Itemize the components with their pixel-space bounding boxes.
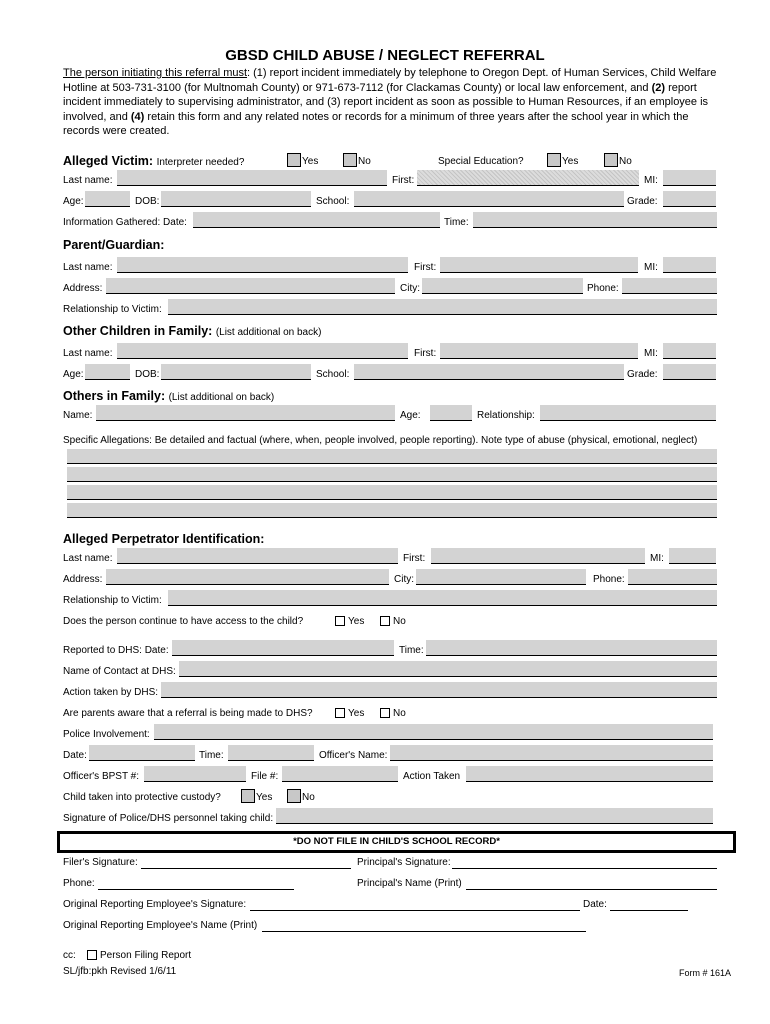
parent-mi-field[interactable] [663, 257, 716, 273]
police-involvement-field[interactable] [154, 724, 713, 740]
allegations-line-3[interactable] [67, 485, 717, 500]
orig-date-line[interactable] [610, 898, 688, 911]
intro-paragraph [63, 66, 723, 139]
victim-age-field[interactable] [85, 191, 130, 207]
aware-no-label: No [393, 708, 406, 719]
children-mi-field[interactable] [663, 343, 716, 359]
parent-mi-label: MI: [644, 262, 658, 273]
parent-relationship-field[interactable] [168, 299, 717, 315]
revision-note: SL/jfb:pkh Revised 1/6/11 [63, 966, 177, 977]
special-ed-no-label: No [619, 156, 632, 167]
access-no-label: No [393, 616, 406, 627]
footer-phone-line[interactable] [98, 877, 294, 890]
dhs-contact-label: Name of Contact at DHS: [63, 666, 176, 677]
police-involvement-label: Police Involvement: [63, 729, 150, 740]
perpetrator-heading: Alleged Perpetrator Identification: [63, 532, 265, 546]
access-yes-label: Yes [348, 616, 365, 627]
action-taken-field[interactable] [466, 766, 713, 782]
police-signature-field[interactable] [276, 808, 713, 824]
dhs-time-label: Time: [399, 645, 424, 656]
parent-first-field[interactable] [440, 257, 638, 273]
info-time-label: Time: [444, 217, 469, 228]
children-school-field[interactable] [354, 364, 624, 380]
victim-first-label: First: [392, 175, 415, 186]
others-name-label: Name: [63, 410, 93, 421]
officer-name-field[interactable] [390, 745, 713, 761]
perp-city-label: City: [394, 574, 414, 585]
parent-address-label: Address: [63, 283, 103, 294]
victim-grade-field[interactable] [663, 191, 716, 207]
info-time-field[interactable] [473, 212, 717, 228]
perp-relationship-field[interactable] [168, 590, 717, 606]
info-date-label: Information Gathered: Date: [63, 217, 187, 228]
perp-last-name-field[interactable] [117, 548, 398, 564]
interpreter-label: Interpreter needed? [156, 157, 245, 168]
dhs-action-label: Action taken by DHS: [63, 687, 159, 698]
custody-yes-checkbox[interactable] [241, 789, 255, 803]
principal-signature-label: Principal's Signature: [357, 857, 451, 868]
parent-city-label: City: [400, 283, 420, 294]
orig-signature-line[interactable] [250, 898, 580, 911]
principal-name-line[interactable] [466, 877, 717, 890]
perp-first-field[interactable] [431, 548, 645, 564]
intro-text-4: retain this form and any related notes or records for a minimum of three years after the school year in which the records were created. [63, 110, 689, 137]
custody-no-label: No [302, 792, 315, 803]
victim-mi-label: MI: [644, 175, 658, 186]
victim-last-name-label: Last name: [63, 175, 113, 186]
perp-last-name-label: Last name: [63, 553, 113, 564]
special-ed-no-checkbox[interactable] [604, 153, 618, 167]
others-relationship-field[interactable] [540, 405, 716, 421]
children-first-label: First: [414, 348, 437, 359]
perp-mi-field[interactable] [669, 548, 716, 564]
custody-label: Child taken into protective custody? [63, 792, 221, 803]
perp-relationship-label: Relationship to Victim: [63, 595, 162, 606]
children-grade-field[interactable] [663, 364, 716, 380]
perp-city-field[interactable] [416, 569, 586, 585]
orig-signature-label: Original Reporting Employee's Signature: [63, 899, 247, 910]
aware-no-checkbox[interactable] [380, 708, 390, 718]
children-dob-label: DOB: [135, 369, 160, 380]
allegations-line-4[interactable] [67, 503, 717, 518]
officer-name-label: Officer's Name: [319, 750, 388, 761]
victim-dob-field[interactable] [161, 191, 311, 207]
parent-city-field[interactable] [422, 278, 583, 294]
children-heading: Other Children in Family: (List additional on back) [63, 324, 322, 338]
children-grade-label: Grade: [627, 369, 658, 380]
parent-last-name-field[interactable] [117, 257, 408, 273]
children-age-label: Age: [63, 369, 84, 380]
dhs-time-field[interactable] [426, 640, 717, 656]
dhs-reported-label: Reported to DHS: Date: [63, 645, 169, 656]
filer-signature-line[interactable] [141, 856, 351, 869]
victim-dob-label: DOB: [135, 196, 160, 207]
principal-signature-line[interactable] [452, 856, 717, 869]
person-filing-checkbox[interactable] [87, 950, 97, 960]
perp-access-label: Does the person continue to have access to the child? [63, 616, 304, 627]
children-mi-label: MI: [644, 348, 658, 359]
police-time-field[interactable] [228, 745, 314, 761]
allegations-line-1[interactable] [67, 449, 717, 464]
others-relationship-label: Relationship: [477, 410, 535, 421]
special-ed-yes-label: Yes [562, 156, 579, 167]
access-yes-checkbox[interactable] [335, 616, 345, 626]
allegations-label: Specific Allegations: Be detailed and factual (where, when, people involved, people reporting). Note type of abuse (physical, emotional, neglect) [63, 435, 698, 446]
intro-step-2: (2) [651, 81, 666, 94]
victim-first-field[interactable] [417, 170, 639, 186]
action-taken-label: Action Taken [403, 771, 461, 782]
parent-last-name-label: Last name: [63, 262, 113, 273]
others-age-field[interactable] [430, 405, 472, 421]
interpreter-no-label: No [358, 156, 371, 167]
parent-phone-label: Phone: [587, 283, 619, 294]
parent-phone-field[interactable] [622, 278, 717, 294]
victim-heading: Alleged Victim: Interpreter needed? [63, 154, 245, 168]
children-dob-field[interactable] [161, 364, 311, 380]
police-signature-label: Signature of Police/DHS personnel taking child: [63, 813, 274, 824]
police-date-field[interactable] [89, 745, 195, 761]
filer-signature-label: Filer's Signature: [63, 857, 138, 868]
file-number-field[interactable] [282, 766, 398, 782]
principal-name-label: Principal's Name (Print) [357, 878, 462, 889]
do-not-file-banner: *DO NOT FILE IN CHILD'S SCHOOL RECORD* [57, 831, 736, 853]
victim-age-label: Age: [63, 196, 84, 207]
children-last-name-field[interactable] [117, 343, 408, 359]
parents-aware-label: Are parents aware that a referral is being made to DHS? [63, 708, 313, 719]
perp-first-label: First: [403, 553, 426, 564]
dhs-reported-date-field[interactable] [172, 640, 394, 656]
orig-name-line[interactable] [262, 919, 586, 932]
orig-date-label: Date: [583, 899, 607, 910]
aware-yes-label: Yes [348, 708, 365, 719]
perp-phone-label: Phone: [593, 574, 625, 585]
perp-phone-field[interactable] [628, 569, 717, 585]
perp-mi-label: MI: [650, 553, 664, 564]
intro-step-4: (4) [130, 110, 145, 123]
info-date-field[interactable] [193, 212, 440, 228]
dhs-contact-field[interactable] [179, 661, 717, 677]
victim-school-label: School: [316, 196, 350, 207]
orig-name-label: Original Reporting Employee's Name (Print) [63, 920, 258, 931]
others-subheading: (List additional on back) [168, 392, 275, 403]
aware-yes-checkbox[interactable] [335, 708, 345, 718]
form-title: GBSD CHILD ABUSE / NEGLECT REFERRAL [225, 47, 545, 64]
intro-text-2: report incident immediately to supervising administrator, and (3) report incident as soon as possible to Human Resources, if an employee is involved, and [63, 81, 709, 123]
custody-yes-label: Yes [256, 792, 273, 803]
others-age-label: Age: [400, 410, 421, 421]
others-name-field[interactable] [96, 405, 395, 421]
police-time-label: Time: [199, 750, 224, 761]
parent-address-field[interactable] [106, 278, 395, 294]
intro-text-1: : (1) report incident immediately by telephone to Oregon Dept. of Human Services, Child Welfare Hotline at 503-731-3100 (for Multnomah County) or 971-673-7112 (for Clackamas County) or local law enforcement, and [63, 67, 717, 94]
cc-label: cc: [63, 950, 76, 961]
victim-mi-field[interactable] [663, 170, 716, 186]
file-number-label: File #: [251, 771, 279, 782]
officer-bpst-label: Officer's BPST #: [63, 771, 140, 782]
interpreter-yes-label: Yes [302, 156, 319, 167]
dhs-action-field[interactable] [161, 682, 717, 698]
children-school-label: School: [316, 369, 350, 380]
officer-bpst-field[interactable] [144, 766, 246, 782]
person-filing-label: Person Filing Report [100, 950, 192, 961]
special-ed-label: Special Education? [438, 156, 524, 167]
victim-last-name-field[interactable] [117, 170, 387, 186]
parent-first-label: First: [414, 262, 437, 273]
form-number: Form # 161A [679, 968, 732, 978]
children-last-name-label: Last name: [63, 348, 113, 359]
intro-lead: The person initiating this referral must [63, 67, 248, 79]
allegations-line-2[interactable] [67, 467, 717, 482]
custody-no-checkbox[interactable] [287, 789, 301, 803]
parent-heading: Parent/Guardian: [63, 238, 165, 252]
perp-address-label: Address: [63, 574, 103, 585]
footer-phone-label: Phone: [63, 878, 95, 889]
access-no-checkbox[interactable] [380, 616, 390, 626]
interpreter-no-checkbox[interactable] [343, 153, 357, 167]
police-date-label: Date: [63, 750, 87, 761]
victim-school-field[interactable] [354, 191, 624, 207]
children-first-field[interactable] [440, 343, 638, 359]
victim-grade-label: Grade: [627, 196, 658, 207]
children-subheading: (List additional on back) [215, 327, 322, 338]
parent-relationship-label: Relationship to Victim: [63, 304, 162, 315]
perp-address-field[interactable] [106, 569, 389, 585]
interpreter-yes-checkbox[interactable] [287, 153, 301, 167]
children-age-field[interactable] [85, 364, 130, 380]
others-heading: Others in Family: (List additional on back) [63, 389, 275, 403]
special-ed-yes-checkbox[interactable] [547, 153, 561, 167]
